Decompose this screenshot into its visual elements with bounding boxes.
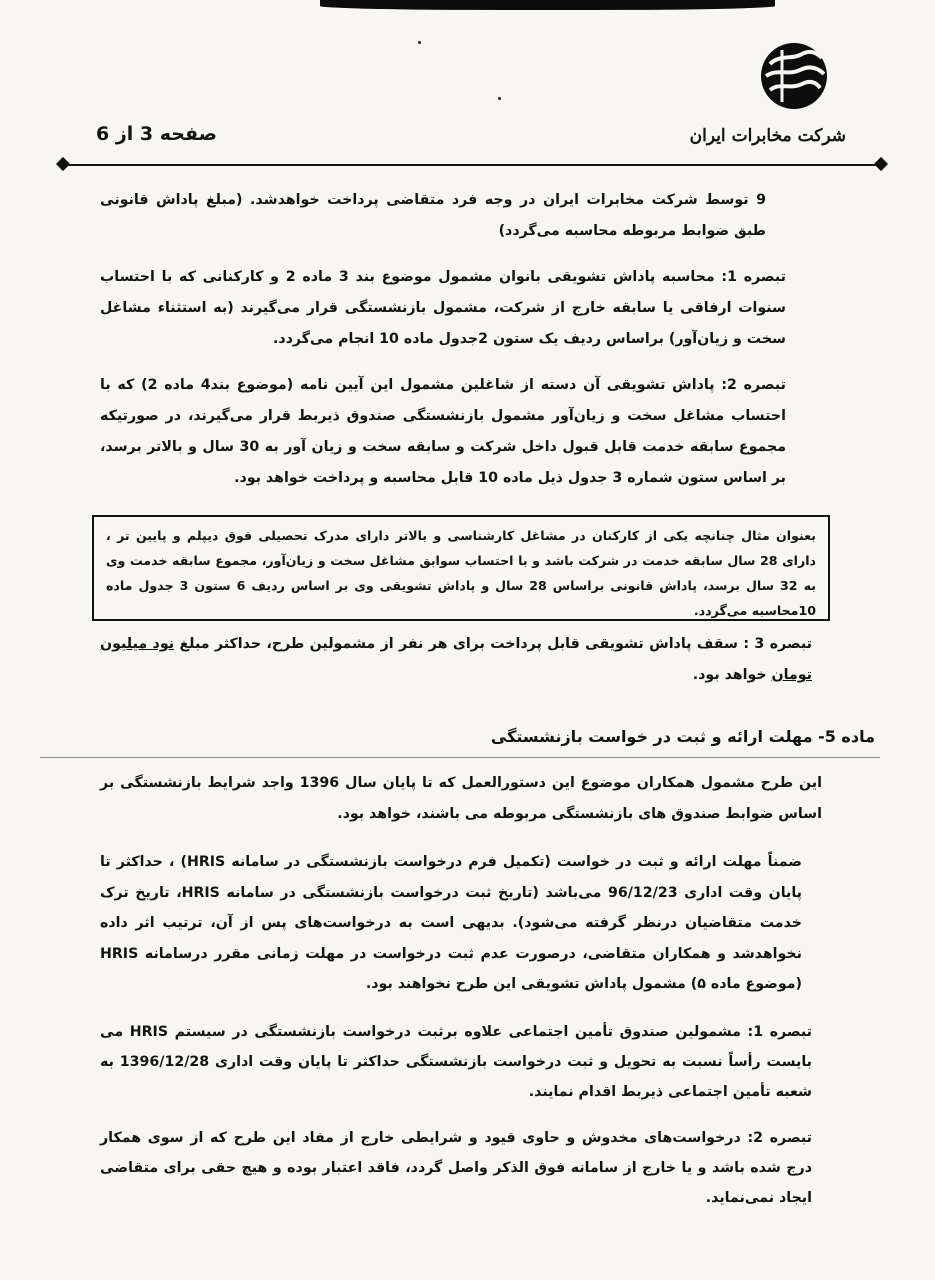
note-5-text: تبصره 2: درخواست‌های مخدوش و حاوی قیود و شرایطی خارج از مفاد این طرح که از سوی همکار درج شده باشد و یا خارج از سامانه فوق الذکر واصل گردد، فاقد اعتبار بوده و هیچ حقی برای متقاضی ایجاد نمی‌نماید.	[100, 1130, 812, 1206]
article-5-heading: ماده 5- مهلت ارائه و ثبت در خواست بازنشستگی	[490, 727, 875, 746]
note-3-amount: نود میلیون تومان	[100, 636, 812, 683]
example-box	[92, 515, 830, 621]
scan-speck	[498, 97, 501, 100]
header-rule	[62, 164, 882, 166]
note-3-text-start: تبصره 3 : سقف پاداش تشویقی قابل پرداخت برای هر نفر از مشمولین طرح، حداکثر مبلغ	[174, 636, 812, 652]
rule-diamond-right	[874, 157, 888, 171]
note-5	[100, 1123, 812, 1213]
paragraph-text: ضمناً مهلت ارائه و ثبت در خواست (تکمیل فرم درخواست بازنشستگی در سامانه HRIS) ، حداکثر تا پایان وقت اداری 96/12/23 می‌باشد (تاریخ ثبت درخواست بازنشستگی در سامانه HRIS، تاریخ ترک خدمت متقاضیان درنظر گرفته می‌شود). بدیهی است به درخواست‌های پس از آن، ترتیب اثر داده نخواهدشد و همکاران متقاضی، درصورت عدم ثبت درخواست در مهلت زمانی مقرر درسامانه HRIS (موضوع ماده ۵) مشمول پاداش تشویقی این طرح نخواهند بود.	[100, 854, 803, 992]
paragraph-deadline	[100, 847, 802, 1000]
note-2-text: تبصره 2: پاداش تشویقی آن دسته از شاغلین مشمول این آیین نامه (موضوع بند4 ماده 2) که با احتساب مشاغل سخت و زیان‌آور مشمول بازنشستگی صندوق ذیربط قرار می‌گیرند، در صورتیکه مجموع سابقه خدمت قابل قبول داخل شرکت و سابقه سخت و زیان آور به 30 سال و بالاتر برسد، بر اساس ستون شماره 3 جدول ذیل ماده 10 قابل محاسبه و پرداخت خواهد بود.	[100, 377, 787, 486]
scan-top-edge	[320, 0, 775, 10]
note-3	[100, 629, 812, 691]
company-logo	[689, 40, 858, 150]
note-1-text: تبصره 1: محاسبه پاداش تشویقی بانوان مشمول موضوع بند 3 ماده 2 و کارکنانی که با احتساب سنوات ارفاقی یا سابقه خارج از شرکت، مشمول بازنشستگی قرار می‌گیرند (به استثناء مشاغل سخت و زیان‌آور) براساس ردیف یک ستون 2جدول ماده 10 انجام می‌گردد.	[100, 269, 786, 347]
paragraph-reward-payment	[100, 185, 766, 247]
paragraph-text: 9 توسط شرکت مخابرات ایران در وجه فرد متقاضی پرداخت خواهدشد. (مبلغ پاداش قانونی طبق ضوابط مربوطه محاسبه می‌گردد)	[100, 192, 766, 239]
note-4-text: تبصره 1: مشمولین صندوق تأمین اجتماعی علاوه برثبت درخواست بازنشستگی در سیستم HRIS می بایست رأساً نسبت به تحویل و ثبت درخواست بازنشستگی حداکثر تا پایان وقت اداری 1396/12/28 به شعبه تأمین اجتماعی ذیربط اقدام نمایند.	[100, 1024, 813, 1100]
note-1	[100, 262, 786, 355]
page-number: صفحه 3 از 6	[96, 123, 218, 145]
heading-rule	[40, 757, 880, 758]
paragraph-article-5	[100, 768, 822, 830]
example-text: بعنوان مثال چنانچه یکی از کارکنان در مشاغل کارشناسی و بالاتر دارای مدرک تحصیلی فوق دیپلم و پایین تر ، دارای 28 سال سابقه خدمت در شرکت باشد و با احتساب سوابق مشاغل سخت و زیان‌آور، مجموع سابقه خدمت وی به 32 سال برسد، پاداش قانونی براساس 28 سال و پاداش تشویقی وی بر اساس ردیف 6 ستون 3 جدول ماده 10محاسبه می‌گردد.	[106, 528, 816, 618]
telecom-logo-icon	[758, 40, 830, 112]
rule-diamond-left	[56, 157, 70, 171]
note-3-text	[100, 629, 812, 691]
scan-speck	[418, 41, 421, 44]
paragraph-text: این طرح مشمول همکاران موضوع این دستورالعمل که تا پایان سال 1396 واجد شرایط بازنشستگی بر اساس ضوابط صندوق های بازنشستگی مربوطه می باشند، خواهد بود.	[100, 775, 822, 822]
note-4	[100, 1017, 812, 1107]
company-logo-text: شرکت مخابرات ایران	[689, 126, 846, 146]
note-3-text-end: خواهد بود.	[692, 667, 772, 683]
note-2	[100, 370, 786, 494]
